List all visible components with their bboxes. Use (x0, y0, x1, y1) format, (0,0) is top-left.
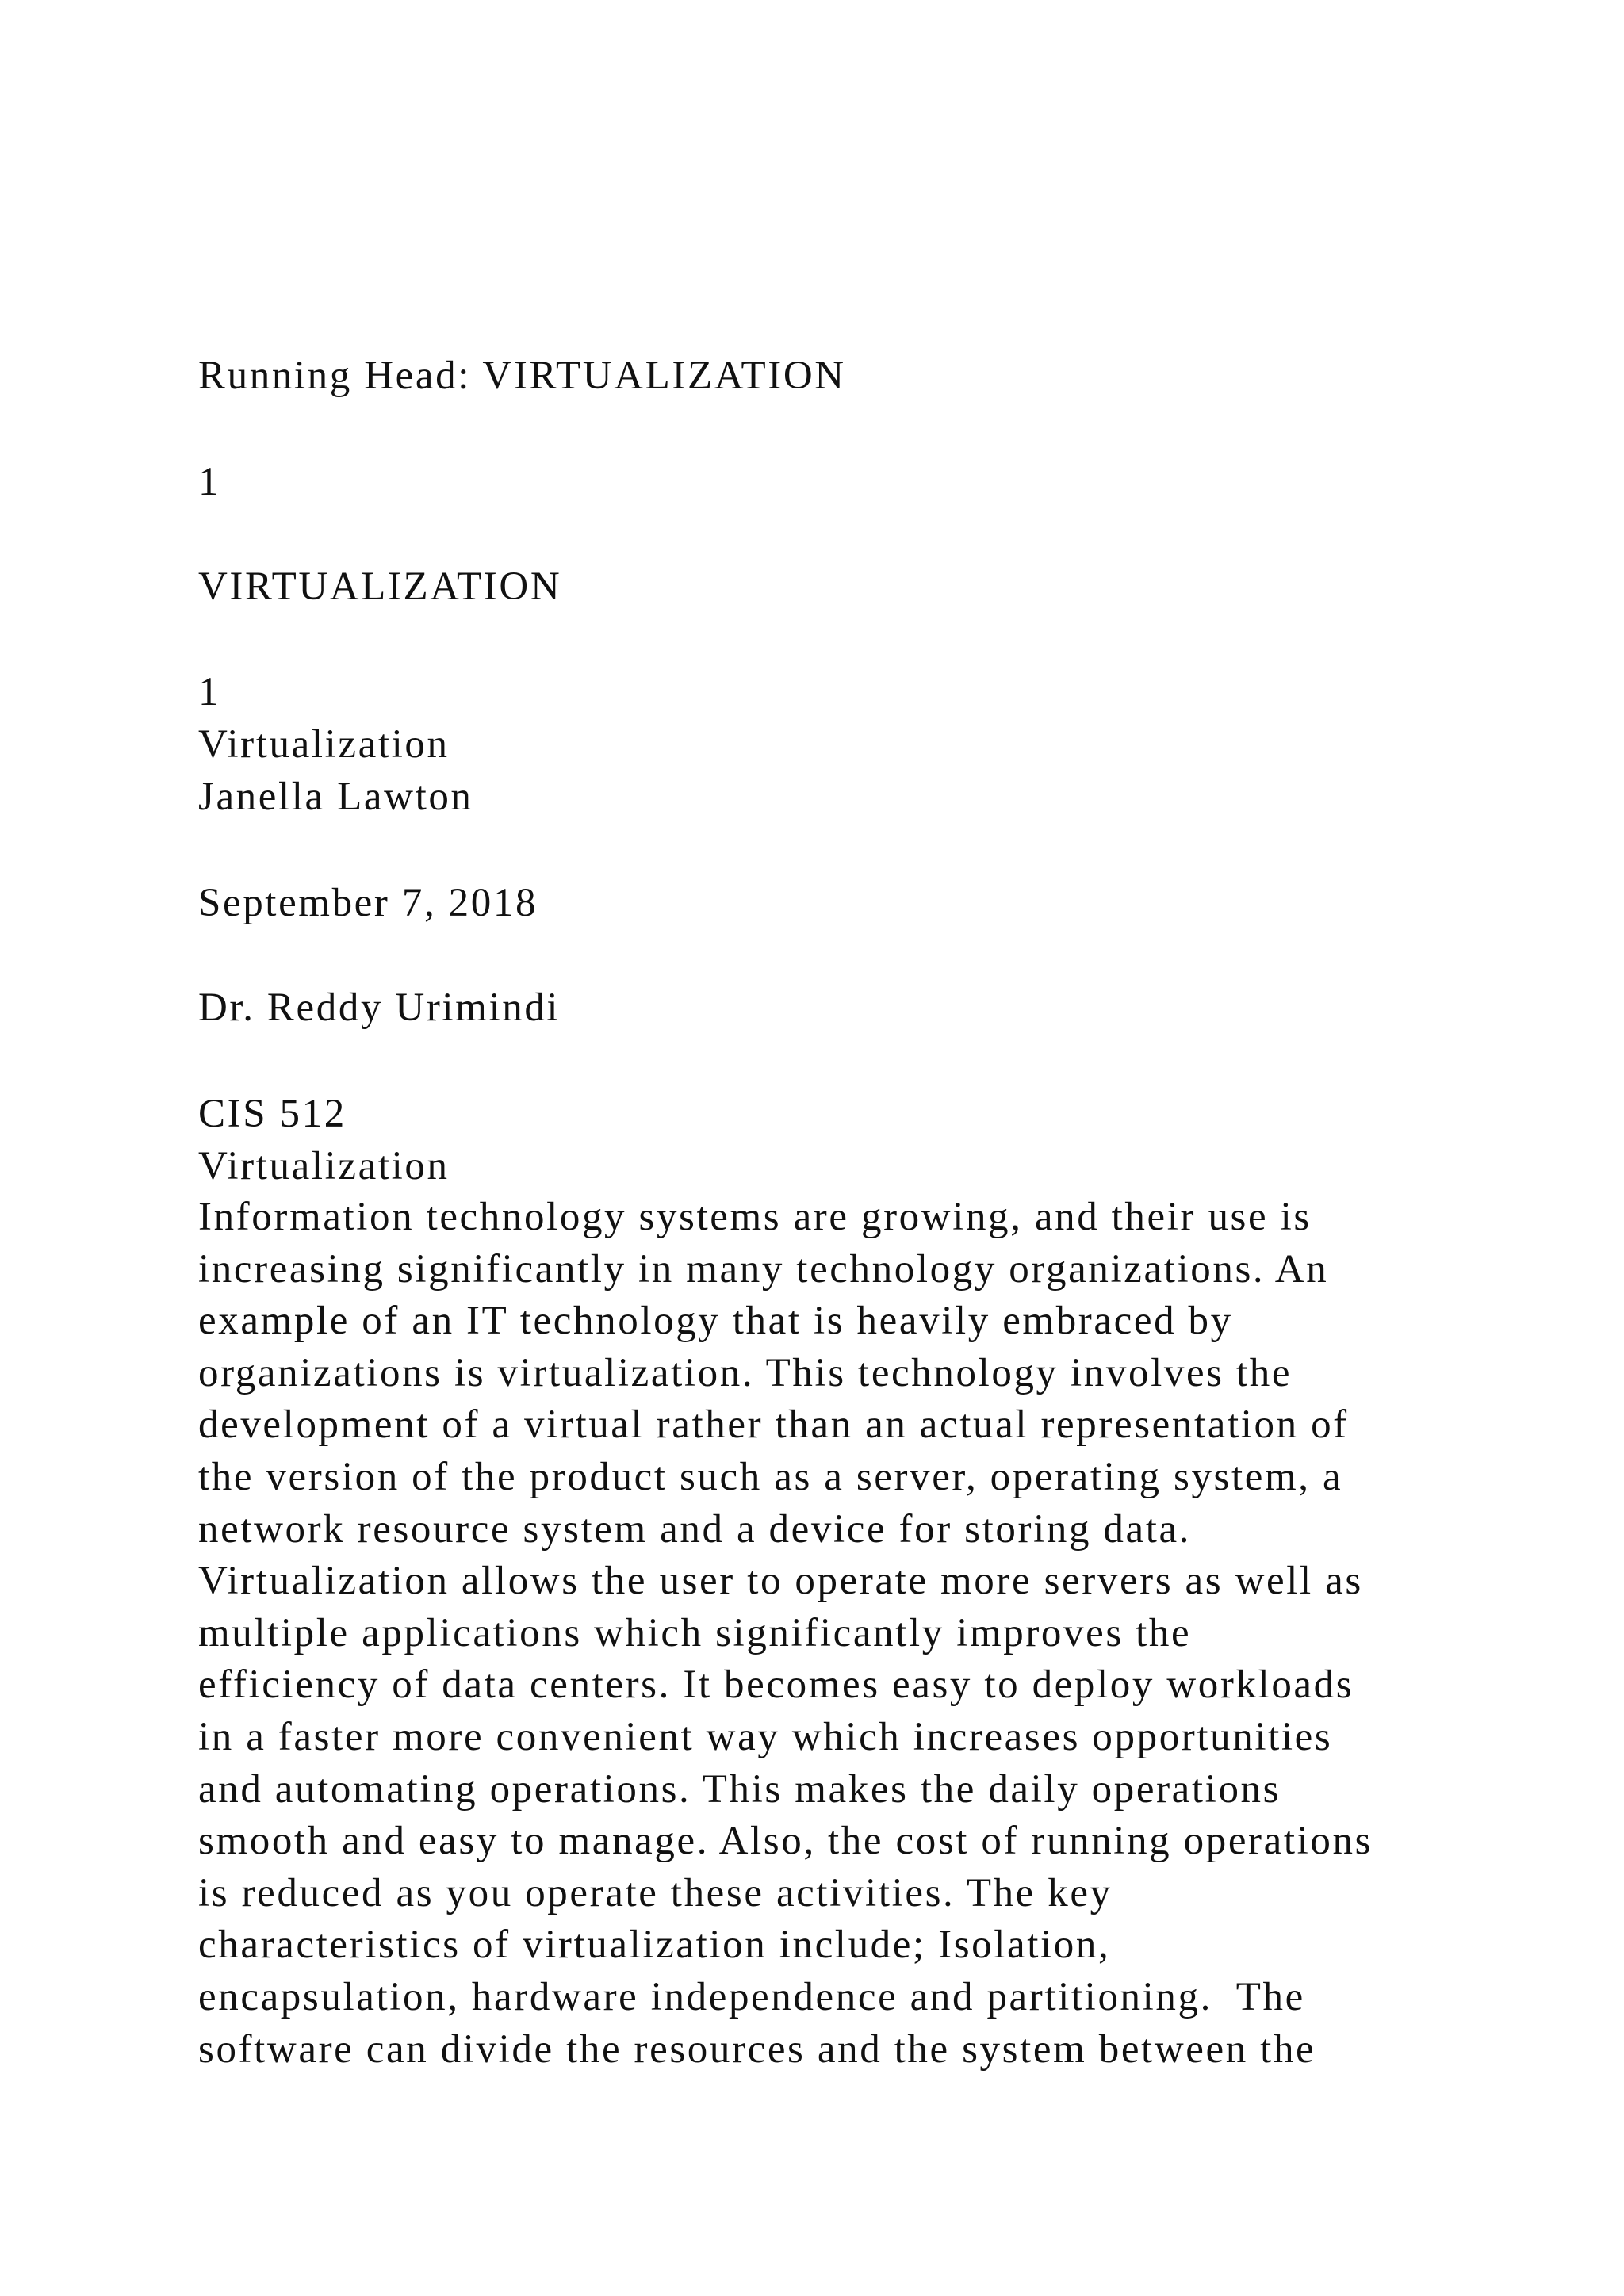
paragraph-line: is reduced as you operate these activities. The key (198, 1870, 1113, 1915)
paragraph-line: software can divide the resources and the system between the (198, 2026, 1316, 2072)
paragraph-line: smooth and easy to manage. Also, the cost of running operations (198, 1819, 1373, 1864)
body-paragraph (198, 1192, 1373, 2076)
instructor-name: Dr. Reddy Urimindi (198, 985, 561, 1030)
running-head: Running Head: VIRTUALIZATION (198, 354, 846, 398)
paragraph-line: development of a virtual rather than an actual representation of (198, 1402, 1349, 1448)
page-number: 1 (198, 460, 221, 504)
paragraph-line: encapsulation, hardware independence and partitioning. The (198, 1974, 1305, 2019)
short-title: VIRTUALIZATION (198, 564, 562, 609)
section-heading: Virtualization (198, 1144, 450, 1188)
course-code: CIS 512 (198, 1092, 347, 1136)
paragraph-line: increasing significantly in many technology organizations. An (198, 1246, 1329, 1292)
paper-title: Virtualization (198, 722, 450, 767)
paragraph-line: in a faster more convenient way which increases opportunities (198, 1714, 1333, 1759)
paragraph-line: network resource system and a device for storing data. (198, 1506, 1192, 1552)
date: September 7, 2018 (198, 881, 538, 925)
paragraph-line: organizations is virtualization. This technology involves the (198, 1350, 1293, 1395)
paragraph-line: the version of the product such as a server, operating system, a (198, 1454, 1343, 1499)
page-number: 1 (198, 670, 221, 714)
paragraph-line: Information technology systems are growing, and their use is (198, 1195, 1312, 1239)
paragraph-line: and automating operations. This makes the daily operations (198, 1766, 1281, 1812)
paragraph-line: efficiency of data centers. It becomes easy to deploy workloads (198, 1663, 1354, 1708)
paragraph-line: characteristics of virtualization include; Isolation, (198, 1923, 1111, 1968)
paragraph-line: example of an IT technology that is heavily embraced by (198, 1299, 1233, 1344)
paragraph-line: multiple applications which significantly improves the (198, 1610, 1192, 1655)
author-name: Janella Lawton (198, 775, 473, 819)
paragraph-line: Virtualization allows the user to operate more servers as well as (198, 1559, 1363, 1604)
